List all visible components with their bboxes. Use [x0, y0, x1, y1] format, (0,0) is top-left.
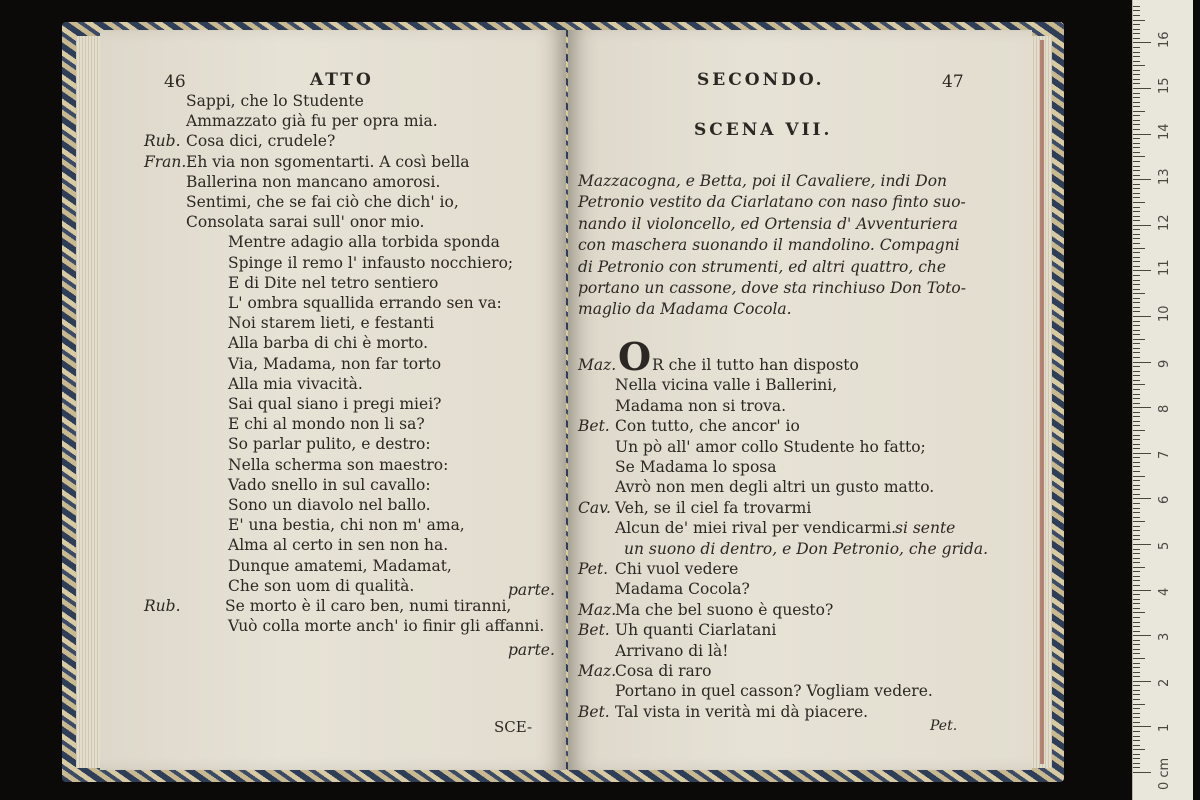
verse-line: Madama non si trova. [615, 396, 787, 415]
verse-line: Tal vista in verità mi dà piacere. [615, 702, 869, 721]
ruler-tick [1133, 83, 1140, 84]
ruler-tick [1133, 457, 1140, 458]
speaker-label: Maz. [578, 356, 617, 374]
ruler-tick [1133, 676, 1140, 677]
verse-line: Cosa di raro [615, 662, 712, 680]
stage-direction-line: Petronio vestito da Ciarlatano con naso finto suo- [578, 193, 966, 212]
ruler-tick [1133, 462, 1140, 463]
ruler-tick [1133, 316, 1151, 317]
verse-line: Che son uom di qualità. [228, 576, 415, 595]
ruler-tick [1133, 33, 1140, 34]
ruler-tick [1133, 663, 1140, 664]
ruler-tick [1133, 170, 1140, 171]
speaker-label: Maz. [578, 600, 617, 619]
ruler-tick [1133, 708, 1140, 709]
verse-line: Alcun de' miei rival per vendicarmi. [615, 519, 897, 538]
ruler-tick [1133, 394, 1140, 395]
ruler-tick [1133, 498, 1151, 499]
ruler-tick [1133, 371, 1140, 372]
ruler-tick [1133, 544, 1151, 545]
ruler-tick [1133, 156, 1145, 157]
verse-line: Con tutto, che ancor' io [615, 417, 800, 436]
ruler-tick [1133, 293, 1145, 294]
ruler-tick [1133, 302, 1140, 303]
ruler-tick [1133, 307, 1140, 308]
ruler-tick [1133, 580, 1140, 581]
ruler-tick [1133, 658, 1145, 659]
ruler-tick [1133, 257, 1140, 258]
ruler-tick [1133, 211, 1140, 212]
ruler-tick [1133, 15, 1140, 16]
ruler-tick [1133, 38, 1140, 39]
ruler-tick [1133, 175, 1140, 176]
ruler-tick [1133, 270, 1151, 271]
ruler-tick [1133, 384, 1145, 385]
ruler-tick [1133, 193, 1140, 194]
ruler-tick [1133, 412, 1140, 413]
ruler-tick [1133, 166, 1140, 167]
ruler-tick [1133, 47, 1140, 48]
verse-line: Un pò all' amor collo Studente ho fatto; [615, 437, 926, 456]
ruler-tick [1133, 722, 1140, 723]
ruler-tick [1133, 590, 1151, 591]
ruler-tick [1133, 731, 1140, 732]
speaker-label: Rub. [144, 597, 181, 615]
ruler-tick [1133, 530, 1140, 531]
ruler-tick [1133, 93, 1140, 94]
ruler-tick [1133, 261, 1140, 262]
verse-line: Cosa dici, crudele? [186, 132, 336, 151]
ruler-tick [1133, 52, 1140, 53]
ruler-tick [1133, 553, 1140, 554]
drop-cap: O [618, 334, 652, 379]
speaker-label: Bet. [578, 702, 610, 721]
ruler-tick [1133, 375, 1140, 376]
ruler-tick [1133, 234, 1140, 235]
verse-line: Consolata sarai sull' onor mio. [186, 213, 425, 232]
ruler-tick [1133, 435, 1140, 436]
ruler-tick [1133, 330, 1140, 331]
ruler-tick [1133, 576, 1140, 577]
ruler-label: 13 [1157, 168, 1172, 186]
ruler-tick [1133, 161, 1140, 162]
ruler-tick [1133, 357, 1140, 358]
ruler-tick [1133, 667, 1140, 668]
ruler-tick [1133, 622, 1140, 623]
verse-line: Dunque amatemi, Madamat, [228, 556, 452, 575]
verse-line: Sentimi, che se fai ciò che dich' io, [186, 193, 459, 211]
verse-line: Eh via non sgomentarti. A così bella [186, 152, 470, 171]
verse-line: Se morto è il caro ben, numi tiranni, [225, 597, 512, 615]
ruler-tick [1133, 466, 1140, 467]
ruler-tick [1133, 713, 1140, 714]
ruler-tick [1133, 430, 1145, 431]
ruler-tick [1133, 10, 1140, 11]
ruler-tick [1133, 649, 1140, 650]
ruler-tick [1133, 526, 1140, 527]
ruler-tick [1133, 571, 1140, 572]
ruler-tick [1133, 631, 1140, 632]
ruler-tick [1133, 704, 1145, 705]
verse-line: E di Dite nel tetro sentiero [228, 273, 439, 292]
ruler-label: 16 [1157, 31, 1172, 49]
ruler-tick [1133, 79, 1140, 80]
right-catchword: Pet. [930, 718, 958, 734]
verse-line: Noi starem lieti, e festanti [228, 314, 435, 333]
left-catchword: SCE- [494, 718, 533, 736]
right-page-number: 47 [942, 72, 964, 92]
ruler-tick [1133, 220, 1140, 221]
verse-line: Alla barba di chi è morto. [228, 334, 429, 353]
ruler-tick [1133, 749, 1145, 750]
ruler-tick [1133, 366, 1140, 367]
ruler-tick [1133, 138, 1140, 139]
stage-direction-line: di Petronio con strumenti, ed altri quattro, che [578, 257, 947, 276]
stage-direction-line: maglio da Madama Cocola. [578, 300, 792, 319]
ruler-tick [1133, 289, 1140, 290]
ruler-tick [1133, 111, 1145, 112]
ruler-tick [1133, 772, 1151, 773]
ruler-tick [1133, 362, 1151, 363]
verse-line: Veh, se il ciel fa trovarmi [615, 498, 812, 517]
ruler-tick [1133, 754, 1140, 755]
measurement-ruler [1132, 0, 1193, 800]
ruler-label: 4 [1157, 587, 1172, 596]
ruler-tick [1133, 311, 1140, 312]
ruler-tick [1133, 152, 1140, 153]
ruler-tick [1133, 275, 1140, 276]
ruler-tick [1133, 252, 1140, 253]
ruler-tick [1133, 758, 1140, 759]
ruler-tick [1133, 243, 1140, 244]
ruler-tick [1133, 343, 1140, 344]
ruler-tick [1133, 284, 1140, 285]
ruler-label: 0 cm [1157, 757, 1172, 790]
ruler-label: 6 [1157, 496, 1172, 505]
stage-direction-line: nando il violoncello, ed Ortensia d' Avventuriera [578, 214, 958, 233]
ruler-tick [1133, 617, 1140, 618]
ruler-tick [1133, 539, 1140, 540]
ruler-tick [1133, 56, 1140, 57]
verse-line: Ballerina non mancano amorosi. [186, 172, 441, 191]
ruler-label: 5 [1157, 541, 1172, 550]
ruler-tick [1133, 134, 1151, 135]
ruler-label: 10 [1157, 305, 1172, 322]
ruler-tick [1133, 20, 1145, 21]
ruler-tick [1133, 403, 1140, 404]
right-running-header: SECONDO. [697, 70, 825, 90]
ruler-tick [1133, 480, 1140, 481]
ruler-tick [1133, 184, 1140, 185]
ruler-tick [1133, 216, 1140, 217]
ruler-label: 8 [1157, 404, 1172, 414]
ruler-tick [1133, 535, 1140, 536]
verse-line: Uh quanti Ciarlatani [615, 621, 777, 640]
ruler-label: 11 [1157, 259, 1172, 277]
verse-line: Nella scherma son maestro: [228, 455, 449, 474]
ruler-tick [1133, 61, 1140, 62]
ruler-tick [1133, 298, 1140, 299]
ruler-tick [1133, 334, 1140, 335]
stage-note: si sente [895, 519, 956, 538]
ruler-tick [1133, 567, 1145, 568]
ruler-label: 15 [1157, 77, 1172, 94]
ruler-tick [1133, 439, 1140, 440]
ruler-tick [1133, 635, 1151, 636]
verse-line: R che il tutto han disposto [652, 356, 859, 374]
verse-line: Sappi, che lo Studente [186, 92, 364, 110]
ruler-tick [1133, 407, 1151, 408]
verse-line: E' una bestia, chi non m' ama, [228, 516, 465, 535]
ruler-tick [1133, 608, 1140, 609]
ruler-tick [1133, 612, 1145, 613]
ruler-tick [1133, 124, 1140, 125]
ruler-tick [1133, 476, 1145, 477]
verse-line: Madama Cocola? [615, 580, 750, 599]
ruler-tick [1133, 6, 1140, 7]
ruler-tick [1133, 699, 1140, 700]
ruler-tick [1133, 585, 1140, 586]
ruler-tick [1133, 70, 1140, 71]
speaker-label: Pet. [578, 560, 609, 578]
ruler-tick [1133, 767, 1140, 768]
stage-direction-line: con maschera suonando il mandolino. Compagni [578, 236, 960, 255]
ruler-tick [1133, 512, 1140, 513]
ruler-tick [1133, 238, 1140, 239]
ruler-tick [1133, 448, 1140, 449]
verse-line: Portano in quel casson? Vogliam vedere. [615, 682, 933, 701]
ruler-tick [1133, 348, 1140, 349]
ruler-tick [1133, 640, 1140, 641]
ruler-tick [1133, 594, 1140, 595]
ruler-tick [1133, 202, 1145, 203]
ruler-tick [1133, 726, 1151, 727]
ruler-tick [1133, 736, 1140, 737]
ruler-tick [1133, 352, 1140, 353]
left-page-number: 46 [164, 72, 186, 92]
verse-line: E chi al mondo non li sa? [228, 415, 425, 434]
ruler-tick [1133, 503, 1140, 504]
ruler-tick [1133, 97, 1140, 98]
ruler-label: 3 [1157, 632, 1172, 642]
verse-line: Mentre adagio alla torbida sponda [228, 233, 500, 252]
ruler-tick [1133, 485, 1140, 486]
stage-note: parte. [508, 641, 555, 660]
stage-note: un suono di dentro, e Don Petronio, che grida. [624, 539, 989, 558]
ruler-tick [1133, 325, 1140, 326]
stage-note: parte. [508, 580, 555, 599]
ruler-tick [1133, 398, 1140, 399]
ruler-label: 9 [1157, 359, 1172, 368]
ruler-tick [1133, 120, 1140, 121]
ruler-tick [1133, 562, 1140, 563]
ruler-tick [1133, 179, 1151, 180]
ruler-tick [1133, 745, 1140, 746]
verse-line: Se Madama lo sposa [615, 458, 777, 476]
ruler-label: 7 [1157, 450, 1172, 459]
ruler-tick [1133, 717, 1140, 718]
ruler-tick [1133, 102, 1140, 103]
ruler-tick [1133, 425, 1140, 426]
ruler-tick [1133, 266, 1140, 267]
ruler-tick [1133, 494, 1140, 495]
verse-line: L' ombra squallida errando sen va: [228, 294, 502, 312]
ruler-tick [1133, 106, 1140, 107]
verse-line: Spinge il remo l' infausto nocchiero; [228, 253, 514, 272]
ruler-tick [1133, 453, 1151, 454]
verse-line: So parlar pulito, e destro: [228, 435, 431, 454]
ruler-tick [1133, 229, 1140, 230]
verse-line: Alma al certo in sen non ha. [228, 536, 449, 555]
ruler-tick [1133, 471, 1140, 472]
ruler-tick [1133, 416, 1140, 417]
ruler-tick [1133, 74, 1140, 75]
ruler-tick [1133, 129, 1140, 130]
ruler-tick [1133, 147, 1140, 148]
verse-line: Sai qual siano i pregi miei? [228, 395, 442, 413]
stage-direction-line: Mazzacogna, e Betta, poi il Cavaliere, indi Don [578, 172, 948, 190]
scene-heading: SCENA VII. [694, 120, 833, 140]
speaker-label: Fran. [144, 152, 187, 171]
ruler-tick [1133, 42, 1151, 43]
ruler-tick [1133, 599, 1140, 600]
red-page-edge [1040, 40, 1044, 764]
speaker-label: Bet. [578, 417, 610, 436]
ruler-tick [1133, 29, 1140, 30]
ruler-tick [1133, 694, 1140, 695]
ruler-tick [1133, 248, 1145, 249]
ruler-tick [1133, 188, 1140, 189]
ruler-tick [1133, 521, 1145, 522]
verse-line: Nella vicina valle i Ballerini, [615, 376, 838, 395]
verse-line: Chi vuol vedere [615, 560, 739, 578]
verse-line: Vuò colla morte anch' io finir gli affanni. [228, 617, 545, 636]
ruler-tick [1133, 225, 1151, 226]
verse-line: Arrivano di là! [615, 641, 729, 660]
ruler-tick [1133, 88, 1151, 89]
ruler-tick [1133, 685, 1140, 686]
ruler-tick [1133, 763, 1140, 764]
verse-line: Alla mia vivacità. [228, 374, 363, 393]
ruler-tick [1133, 321, 1140, 322]
ruler-tick [1133, 380, 1140, 381]
ruler-label: 1 [1157, 724, 1172, 733]
speaker-label: Cav. [578, 498, 611, 517]
ruler-tick [1133, 690, 1140, 691]
ruler-tick [1133, 24, 1140, 25]
ruler-tick [1133, 517, 1140, 518]
ruler-tick [1133, 653, 1140, 654]
ruler-label: 12 [1157, 214, 1172, 231]
ruler-tick [1133, 444, 1140, 445]
ruler-tick [1133, 207, 1140, 208]
speaker-label: Maz. [578, 662, 617, 680]
ruler-tick [1133, 421, 1140, 422]
speaker-label: Rub. [144, 132, 181, 151]
ruler-tick [1133, 626, 1140, 627]
ruler-tick [1133, 603, 1140, 604]
ruler-tick [1133, 489, 1140, 490]
ruler-tick [1133, 280, 1140, 281]
verse-line: Via, Madama, non far torto [228, 354, 442, 373]
ruler-tick [1133, 143, 1140, 144]
ruler-tick [1133, 740, 1140, 741]
ruler-tick [1133, 508, 1140, 509]
ruler-tick [1133, 65, 1145, 66]
ruler-tick [1133, 681, 1151, 682]
page-edges-left [76, 36, 102, 768]
stage-direction-line: portano un cassone, dove sta rinchiuso Don Toto- [578, 279, 966, 297]
left-running-header: ATTO [310, 70, 374, 90]
ruler-label: 14 [1157, 123, 1172, 140]
ruler-label: 2 [1157, 678, 1172, 687]
speaker-label: Bet. [578, 621, 610, 640]
ruler-tick [1133, 197, 1140, 198]
ruler-tick [1133, 115, 1140, 116]
ruler-tick [1133, 558, 1140, 559]
verse-line: Vado snello in sul cavallo: [228, 475, 431, 494]
verse-line: Sono un diavolo nel ballo. [228, 496, 431, 514]
ruler-tick [1133, 389, 1140, 390]
ruler-tick [1133, 672, 1140, 673]
ruler-tick [1133, 549, 1140, 550]
verse-line: Avrò non men degli altri un gusto matto. [615, 478, 935, 497]
verse-line: Ma che bel suono è questo? [615, 600, 834, 619]
ruler-tick [1133, 339, 1145, 340]
ruler-tick [1133, 644, 1140, 645]
verse-line: Ammazzato già fu per opra mia. [186, 112, 438, 131]
